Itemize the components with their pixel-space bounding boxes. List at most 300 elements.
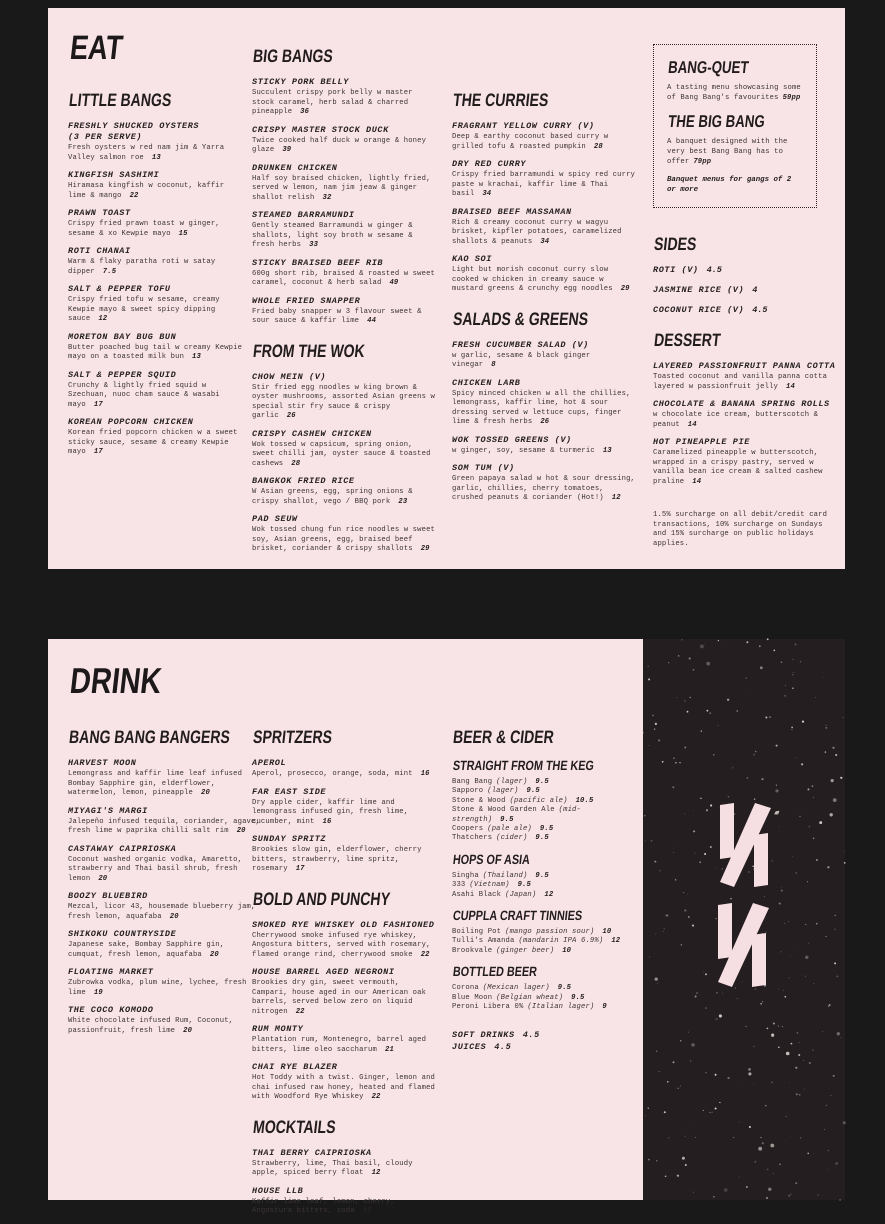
beer-name: Thatchers bbox=[452, 834, 493, 843]
drinks-extras bbox=[452, 1029, 640, 1053]
item-name: DRUNKEN CHICKEN bbox=[252, 162, 338, 173]
item-name: FRESHLY SHUCKED OYSTERS bbox=[68, 121, 200, 131]
item-description bbox=[452, 266, 635, 295]
section-heading: BEER & CIDER bbox=[452, 727, 555, 747]
beer-price: 9.5 bbox=[535, 778, 549, 786]
subsection-heading: STRAIGHT FROM THE KEG bbox=[452, 758, 595, 773]
item-description-text: Crispy fried tofu w sesame, creamy Kewpie mayo & sweet spicy dipping sauce bbox=[68, 296, 220, 323]
item-name: STICKY BRAISED BEEF RIB bbox=[252, 257, 384, 268]
item-price: 14 bbox=[692, 477, 702, 486]
item-name: HOT PINEAPPLE PIE bbox=[653, 437, 750, 447]
section-heading: SALADS & GREENS bbox=[452, 308, 590, 329]
beer-note: (Thailand) bbox=[482, 871, 528, 880]
item-price: 21 bbox=[384, 1045, 394, 1054]
item-price: 20 bbox=[236, 827, 246, 835]
beer-price: 9 bbox=[602, 1003, 607, 1012]
menu-section-sides bbox=[653, 234, 843, 316]
item-description bbox=[68, 182, 246, 201]
item-name: THAI BERRY CAIPRIOSKA bbox=[252, 1147, 372, 1158]
menu-item-chow-mein-v bbox=[252, 372, 435, 422]
beer-price: 9.5 bbox=[500, 815, 514, 824]
item-price: 16 bbox=[420, 770, 430, 778]
item-price: 23 bbox=[398, 497, 408, 506]
item-description bbox=[68, 344, 246, 363]
beer-price: 10 bbox=[602, 928, 612, 937]
item-description bbox=[252, 846, 435, 875]
item-price: 26 bbox=[540, 418, 550, 426]
item-name: HARVEST MOON bbox=[68, 758, 137, 768]
item-name: THE COCO KOMODO bbox=[68, 1005, 154, 1015]
menu-item-sunday-spritz bbox=[252, 834, 435, 875]
item-description bbox=[252, 526, 435, 555]
beer-item bbox=[452, 881, 640, 890]
item-name: SOM TUM (V) bbox=[452, 463, 515, 473]
menu-item-miyagi-s-margi bbox=[68, 806, 263, 837]
menu-item-boozy-bluebird bbox=[68, 891, 263, 922]
item-name: RUM MONTY bbox=[252, 1024, 304, 1034]
item-description-text: Dry apple cider, kaffir lime and lemongrass infused gin, fresh lime, cucumber, mint bbox=[252, 798, 409, 826]
item-description bbox=[68, 941, 263, 960]
beer-name: Stone & Wood bbox=[452, 796, 506, 805]
item-description-text: Lemongrass and kaffir lime leaf infused Bombay Sapphire gin, elderflower, watermelon, lemon, pineapple bbox=[68, 770, 243, 797]
item-name: SHIKOKU COUNTRYSIDE bbox=[68, 929, 177, 939]
menu-section-dessert bbox=[653, 330, 843, 487]
item-description bbox=[252, 979, 435, 1017]
item-name: PAD SEUW bbox=[252, 514, 298, 524]
item-price: 36 bbox=[300, 108, 310, 116]
item-description bbox=[252, 175, 435, 204]
item-price: 13 bbox=[151, 153, 161, 162]
item-price: 22 bbox=[420, 950, 430, 959]
eat-column-4-sections bbox=[653, 234, 843, 487]
eat-column-1-sections bbox=[68, 90, 246, 458]
beer-name: Asahi Black bbox=[452, 890, 502, 899]
menu-item-chai-rye-blazer bbox=[252, 1062, 435, 1103]
item-description bbox=[252, 137, 435, 156]
section-heading: DESSERT bbox=[653, 330, 722, 350]
beer-name: Blue Moon bbox=[452, 993, 493, 1002]
beer-item bbox=[452, 778, 640, 787]
item-name: HOUSE BARREL AGED NEGRONI bbox=[252, 967, 395, 977]
item-description bbox=[252, 384, 435, 422]
banquet-entry bbox=[667, 111, 803, 167]
menu-item-braised-beef-massaman bbox=[452, 207, 635, 248]
item-description bbox=[252, 89, 435, 118]
item-name: ROTI CHANAI bbox=[68, 246, 131, 256]
item-description bbox=[68, 1017, 263, 1036]
item-description bbox=[68, 818, 263, 837]
menu-item-bangkok-fried-rice bbox=[252, 476, 435, 507]
item-name: CASTAWAY CAIPRIOSKA bbox=[68, 843, 177, 854]
item-price: 22 bbox=[295, 1007, 305, 1016]
item-price: 33 bbox=[309, 241, 319, 249]
item-name: HOUSE LLB bbox=[252, 1185, 304, 1196]
menu-item-smoked-rye-whiskey-old-fashioned bbox=[252, 920, 435, 961]
item-description bbox=[252, 308, 435, 327]
extra-item bbox=[452, 1041, 640, 1053]
item-description-text: Japanese sake, Bombay Sapphire gin, cumquat, fresh lemon, aquafaba bbox=[68, 941, 225, 959]
beer-note: (pale ale) bbox=[487, 825, 532, 834]
item-description-text: Wok tossed w capsicum, spring onion, sweet chilli jam, oyster sauce & toasted cashews bbox=[252, 440, 431, 468]
item-price: 13 bbox=[192, 353, 201, 361]
banquet-entry bbox=[667, 57, 803, 103]
menu-item-korean-popcorn-chicken bbox=[68, 417, 246, 458]
item-price: 20 bbox=[209, 950, 219, 959]
drink-menu-panel bbox=[48, 639, 845, 1215]
eat-column-2 bbox=[252, 46, 435, 562]
item-name: KOREAN POPCORN CHICKEN bbox=[68, 417, 194, 427]
drink-column-2-sections bbox=[252, 727, 435, 1217]
beer-subsection-hops-of-asia bbox=[452, 852, 640, 900]
item-description-text: Fresh oysters w red nam jim & Yarra Valley salmon roe bbox=[68, 144, 225, 162]
item-price: 22 bbox=[129, 191, 139, 200]
item-description bbox=[68, 258, 246, 277]
beer-name: 333 bbox=[452, 881, 466, 890]
item-price: 17 bbox=[295, 865, 305, 873]
item-description-text: Zubrowka vodka, plum wine, lychee, fresh lime bbox=[68, 979, 247, 997]
banquet-note: Banquet menus for gangs of 2 or more bbox=[667, 176, 792, 194]
banquet-price: 79pp bbox=[693, 158, 712, 166]
beer-subsection-cuppla-craft-tinnies bbox=[452, 908, 640, 956]
menu-item-pad-seuw bbox=[252, 514, 435, 555]
item-price: 29 bbox=[420, 545, 430, 553]
item-description-text: Green papaya salad w hot & sour dressing, garlic, chillies, cherry tomatoes, crushed peanuts & coriander (Hot!) bbox=[452, 475, 635, 502]
item-description-text: Crunchy & lightly fried squid w Szechuan, nuoc cham sauce & wasabi mayo bbox=[68, 381, 220, 409]
item-price: 17 bbox=[93, 448, 103, 456]
item-price: 12 bbox=[611, 494, 621, 502]
menu-item-dry-red-curry bbox=[452, 159, 635, 200]
item-name: FLOATING MARKET bbox=[68, 967, 154, 977]
menu-item-steamed-barramundi bbox=[252, 210, 435, 251]
beer-price: 10.5 bbox=[575, 796, 594, 805]
menu-item-crispy-master-stock-duck bbox=[252, 125, 435, 156]
item-description-text: Jalepeño infused tequila, coriander, agave, fresh lime w paprika chilli salt rim bbox=[68, 817, 260, 835]
eat-column-4 bbox=[653, 44, 843, 494]
menu-item-salt-pepper-squid bbox=[68, 370, 246, 411]
item-description-text: Caramelized pineapple w butterscotch, wrapped in a crispy pastry, served w vanilla bean ice cream & salted cashew praline bbox=[653, 449, 823, 486]
item-price: 29 bbox=[620, 285, 630, 293]
item-price: 44 bbox=[367, 317, 377, 325]
item-description bbox=[252, 441, 435, 470]
item-description-text: 600g short rib, braised & roasted w sweet caramel, coconut & herb salad bbox=[252, 269, 435, 287]
item-description-text: Cherrywood smoke infused rye whiskey, Angostura bitters, served with rosemary, flamed orange rind, cherrywood smoke bbox=[252, 931, 431, 959]
menu-item-kingfish-sashimi bbox=[68, 170, 246, 201]
menu-section-the-curries bbox=[452, 90, 635, 295]
item-name: SUNDAY SPRITZ bbox=[252, 834, 327, 844]
item-description-text: Rich & creamy coconut curry w wagyu brisket, kipfler potatoes, caramelized shallots & peanuts bbox=[452, 218, 622, 246]
menu-item-shikoku-countryside bbox=[68, 929, 263, 960]
item-name: CHOW MEIN (V) bbox=[252, 371, 327, 382]
item-description-text: Spicy minced chicken w all the chillies, lemongrass, kaffir lime, hot & sour dressing served w lettuce cups, finger lime & fresh herbs bbox=[452, 389, 631, 426]
menu-item-house-barrel-aged-negroni bbox=[252, 967, 435, 1017]
item-description-text: Crispy fried prawn toast w ginger, sesame & xo Kewpie mayo bbox=[68, 220, 220, 238]
item-description bbox=[452, 352, 635, 371]
item-description-text: w ginger, soy, sesame & turmeric bbox=[452, 446, 595, 455]
beer-note: (Vietnam) bbox=[469, 881, 510, 890]
item-price: 16 bbox=[322, 817, 332, 826]
menu-item-rum-monty bbox=[252, 1024, 435, 1055]
item-name: CHOCOLATE & BANANA SPRING ROLLS bbox=[653, 399, 830, 409]
menu-item-fresh-cucumber-salad-v bbox=[452, 340, 635, 371]
menu-item-sticky-braised-beef-rib bbox=[252, 258, 435, 289]
item-description-text: w garlic, sesame & black ginger vinegar bbox=[452, 351, 591, 369]
item-description-text: Stir fried egg noodles w king brown & oyster mushrooms, assorted Asian greens w special stir fry sauce & crispy garlic bbox=[252, 383, 435, 420]
item-price: 20 bbox=[98, 874, 108, 883]
eat-column-1 bbox=[68, 28, 246, 465]
beer-price: 9.5 bbox=[557, 984, 572, 993]
item-description bbox=[653, 411, 843, 430]
beer-item bbox=[452, 872, 640, 881]
side-item bbox=[653, 305, 843, 316]
item-description-text: Strawberry, lime, Thai basil, cloudy apple, spiced berry float bbox=[252, 1159, 413, 1177]
item-description-text: Kaffir lime leaf, lemon, cherry, Angostura bitters, soda bbox=[252, 1197, 395, 1215]
item-description-text: Gently steamed Barramundi w ginger & shallots, light soy broth w sesame & fresh herbs bbox=[252, 222, 413, 249]
banquet-price: 59pp bbox=[782, 94, 801, 102]
section-heading: MOCKTAILS bbox=[252, 1116, 337, 1137]
item-price: 12 bbox=[98, 315, 108, 323]
item-description-text: Hiramasa kingfish w coconut, kaffir lime & mango bbox=[68, 182, 225, 200]
subsection-heading: BOTTLED BEER bbox=[452, 964, 538, 980]
beer-note: (mandarin IPA 6.9%) bbox=[518, 937, 604, 946]
menu-item-layered-passionfruit-panna-cotta bbox=[653, 361, 843, 392]
banquet-desc bbox=[667, 83, 803, 103]
item-name: CRISPY MASTER STOCK DUCK bbox=[252, 124, 389, 135]
menu-section-from-the-wok bbox=[252, 341, 435, 555]
beer-subsection-straight-from-the-keg bbox=[452, 758, 640, 844]
item-description bbox=[68, 770, 263, 799]
menu-item-aperol bbox=[252, 758, 435, 780]
section-heading: FROM THE WOK bbox=[252, 340, 366, 361]
item-description-text: Wok tossed chung fun rice noodles w sweet soy, Asian greens, egg, braised beef brisket, coriander & crispy shallots bbox=[252, 526, 435, 553]
item-description-text: Half soy braised chicken, lightly fried, served w lemon, nam jim jeaw & ginger shallot relish bbox=[252, 174, 431, 202]
beer-item bbox=[452, 994, 640, 1003]
beer-item bbox=[452, 947, 640, 956]
side-item bbox=[653, 265, 843, 276]
item-description bbox=[252, 1036, 435, 1055]
item-name: SALT & PEPPER TOFU bbox=[68, 284, 171, 294]
item-name: WOK TOSSED GREENS (V) bbox=[452, 434, 572, 445]
beer-name: Brookvale bbox=[452, 946, 493, 955]
eat-column-3 bbox=[452, 90, 635, 511]
item-price: 34 bbox=[482, 190, 492, 198]
section-heading: BANG BANG BANGERS bbox=[68, 727, 231, 747]
item-description bbox=[452, 390, 635, 428]
beer-price: 9.5 bbox=[517, 881, 531, 890]
item-price: 19 bbox=[93, 988, 103, 997]
extra-item bbox=[452, 1029, 640, 1041]
item-description-text: Succulent crispy pork belly w master stock caramel, herb salad & charred pineapple bbox=[252, 89, 413, 116]
item-description bbox=[252, 770, 435, 780]
beer-name: Corona bbox=[452, 984, 479, 993]
item-price: 4.5 bbox=[752, 305, 768, 315]
menu-item-castaway-caiprioska bbox=[68, 844, 263, 885]
beer-note: (Japan) bbox=[505, 890, 537, 899]
item-description bbox=[252, 270, 435, 289]
beer-price: 10 bbox=[562, 946, 572, 955]
item-price: 39 bbox=[282, 146, 292, 154]
item-description bbox=[252, 1160, 435, 1179]
menu-item-roti-chanai bbox=[68, 246, 246, 277]
item-name: SMOKED RYE WHISKEY OLD FASHIONED bbox=[252, 919, 435, 930]
subsection-heading: HOPS OF ASIA bbox=[452, 851, 531, 867]
beer-price: 9.5 bbox=[535, 834, 549, 843]
beer-item bbox=[452, 937, 640, 946]
item-price: 28 bbox=[593, 142, 603, 151]
banquet-desc-text: A banquet designed with the very best Bang Bang has to offer bbox=[667, 138, 788, 166]
menu-item-moreton-bay-bug-bun bbox=[68, 332, 246, 363]
item-description bbox=[68, 220, 246, 239]
item-price: 13 bbox=[602, 446, 612, 455]
menu-section-spritzers bbox=[252, 727, 435, 875]
item-name: FRESH CUCUMBER SALAD (V) bbox=[452, 339, 589, 350]
menu-item-jasmine-rice-v bbox=[653, 285, 843, 296]
section-heading: BOLD AND PUNCHY bbox=[252, 888, 392, 909]
item-price: 12 bbox=[371, 1169, 381, 1177]
bang-bang-logo bbox=[718, 803, 771, 987]
menu-item-hot-pineapple-pie bbox=[653, 437, 843, 487]
item-subname: (3 PER SERVE) bbox=[68, 132, 143, 142]
menu-item-floating-market bbox=[68, 967, 263, 998]
item-description-text: Aperol, prosecco, orange, soda, mint bbox=[252, 770, 413, 778]
beer-price: 9.5 bbox=[535, 871, 549, 880]
item-description-text: Brookies slow gin, elderflower, cherry bitters, strawberry, lime spritz, rosemary bbox=[252, 846, 422, 873]
item-description-text: Korean fried popcorn chicken w a sweet sticky sauce, sesame & creamy Kewpie mayo bbox=[68, 429, 238, 456]
item-price: 17 bbox=[93, 400, 103, 409]
beer-item bbox=[452, 797, 640, 806]
surcharge-footnote: 1.5% surcharge on all debit/credit card transactions, 10% surcharge on Sundays and 15% surcharge on public holidays applies. bbox=[653, 511, 828, 548]
banquet-heading: BANG-QUET bbox=[667, 58, 750, 77]
beer-note: (lager) bbox=[496, 778, 528, 786]
item-price: 12 bbox=[362, 1207, 372, 1215]
item-price: 7.5 bbox=[102, 267, 117, 276]
item-description-text: Light but morish coconut curry slow cooked w chicken in creamy sauce w mustard greens & crunchy egg noodles bbox=[452, 266, 613, 293]
beer-name: Singha bbox=[452, 871, 479, 880]
menu-section-bold-and-punchy bbox=[252, 889, 435, 1103]
item-description-text: Butter poached bug tail w creamy Kewpie mayo on a toasted milk bun bbox=[68, 343, 243, 361]
menu-section-beer-cider bbox=[452, 727, 640, 1053]
item-price: 22 bbox=[371, 1093, 381, 1101]
item-price: 20 bbox=[183, 1026, 193, 1035]
menu-item-house-llb bbox=[252, 1186, 435, 1217]
menu-item-chocolate-banana-spring-rolls bbox=[653, 399, 843, 430]
item-name: MIYAGI'S MARGI bbox=[68, 805, 148, 816]
item-description-text: Deep & earthy coconut based curry w grilled tofu & roasted pumpkin bbox=[452, 133, 609, 151]
item-name: BOOZY BLUEBIRD bbox=[68, 891, 148, 901]
item-description-text: Mezcal, licor 43, housemade blueberry jam, fresh lemon, aquafaba bbox=[68, 903, 256, 921]
beer-item bbox=[452, 825, 640, 834]
beer-name: Coopers bbox=[452, 825, 484, 834]
beer-item bbox=[452, 1003, 640, 1012]
menu-section-mocktails bbox=[252, 1117, 435, 1217]
beer-item bbox=[452, 984, 640, 993]
item-price: 32 bbox=[322, 193, 332, 202]
beer-name: Sapporo bbox=[452, 787, 484, 796]
item-description-text: Warm & flaky paratha roti w satay dipper bbox=[68, 258, 216, 276]
item-name: DRY RED CURRY bbox=[452, 159, 527, 169]
item-name: ROTI (V) bbox=[653, 265, 699, 275]
beer-item bbox=[452, 806, 640, 825]
section-heading: SPRITZERS bbox=[252, 727, 334, 747]
item-price: 15 bbox=[178, 229, 188, 238]
side-item bbox=[653, 285, 843, 296]
menu-item-coconut-rice-v bbox=[653, 305, 843, 316]
menu-item-chicken-larb bbox=[452, 378, 635, 428]
beer-subsection-bottled-beer bbox=[452, 964, 640, 1012]
beer-name: Boiling Pot bbox=[452, 928, 502, 937]
menu-item-far-east-side bbox=[252, 787, 435, 828]
item-description-text: Twice cooked half duck w orange & honey glaze bbox=[252, 136, 427, 154]
beer-price: 9.5 bbox=[526, 787, 540, 796]
beer-name: Tulli's Amanda bbox=[452, 937, 515, 946]
item-name: KINGFISH SASHIMI bbox=[68, 170, 160, 180]
item-description bbox=[452, 447, 635, 457]
item-name: STICKY PORK BELLY bbox=[252, 77, 349, 87]
beer-note: (pacific ale) bbox=[509, 796, 568, 805]
menu-item-the-coco-komodo bbox=[68, 1005, 263, 1036]
beer-item bbox=[452, 891, 640, 900]
section-heading: THE CURRIES bbox=[452, 90, 550, 110]
menu-item-crispy-cashew-chicken bbox=[252, 429, 435, 470]
drink-column-3 bbox=[452, 727, 640, 1053]
menu-item-fragrant-yellow-curry-v bbox=[452, 121, 635, 152]
beer-name: Stone & Wood Garden Ale bbox=[452, 806, 555, 815]
item-description-text: w chocolate ice cream, butterscotch & peanut bbox=[653, 411, 819, 429]
menu-item-wok-tossed-greens-v bbox=[452, 435, 635, 457]
item-description bbox=[68, 979, 263, 998]
item-name: CRISPY CASHEW CHICKEN bbox=[252, 428, 372, 439]
item-price: 49 bbox=[389, 279, 399, 287]
item-description bbox=[252, 222, 435, 251]
item-name: BANGKOK FRIED RICE bbox=[252, 476, 355, 486]
item-description-text: Hot Toddy with a twist. Ginger, lemon and chai infused raw honey, heated and flamed with Woodford Rye Whiskey bbox=[252, 1074, 435, 1101]
item-description-text: Fried baby snapper w 3 flavour sweet & sour sauce & kaffir lime bbox=[252, 307, 422, 325]
item-name: PRAWN TOAST bbox=[68, 208, 131, 218]
item-description bbox=[452, 171, 635, 200]
eat-column-3-sections bbox=[452, 90, 635, 504]
drink-title: DRINK bbox=[68, 660, 164, 701]
beer-note: (mango passion sour) bbox=[505, 928, 595, 937]
menu-item-prawn-toast bbox=[68, 208, 246, 239]
item-description bbox=[452, 475, 635, 504]
beer-name: Bang Bang bbox=[452, 778, 493, 786]
section-heading: SIDES bbox=[653, 234, 698, 254]
item-name: SALT & PEPPER SQUID bbox=[68, 369, 177, 380]
item-name: LAYERED PASSIONFRUIT PANNA COTTA bbox=[653, 361, 836, 371]
banquet-heading: THE BIG BANG bbox=[667, 112, 766, 131]
beer-price: 9.5 bbox=[571, 993, 585, 1002]
item-price: 4.5 bbox=[706, 265, 722, 275]
menu-item-thai-berry-caiprioska bbox=[252, 1148, 435, 1179]
banquet-desc bbox=[667, 137, 803, 167]
beer-note: (lager) bbox=[487, 787, 519, 796]
eat-menu-panel bbox=[48, 8, 845, 569]
beer-item bbox=[452, 928, 640, 937]
item-description bbox=[452, 133, 635, 152]
item-price: 14 bbox=[785, 382, 795, 391]
item-description bbox=[252, 1074, 435, 1103]
beer-price: 9.5 bbox=[539, 825, 554, 834]
beer-price: 12 bbox=[611, 937, 621, 946]
beer-item bbox=[452, 787, 640, 796]
item-name: APEROL bbox=[252, 758, 287, 768]
drink-column-3-sections bbox=[452, 727, 640, 1053]
menu-item-freshly-shucked-oysters bbox=[68, 121, 246, 163]
logo-panel bbox=[643, 639, 845, 1200]
item-name: BRAISED BEEF MASSAMAN bbox=[452, 206, 572, 217]
menu-item-drunken-chicken bbox=[252, 163, 435, 204]
menu-item-whole-fried-snapper bbox=[252, 296, 435, 327]
item-price: 8 bbox=[491, 361, 496, 369]
